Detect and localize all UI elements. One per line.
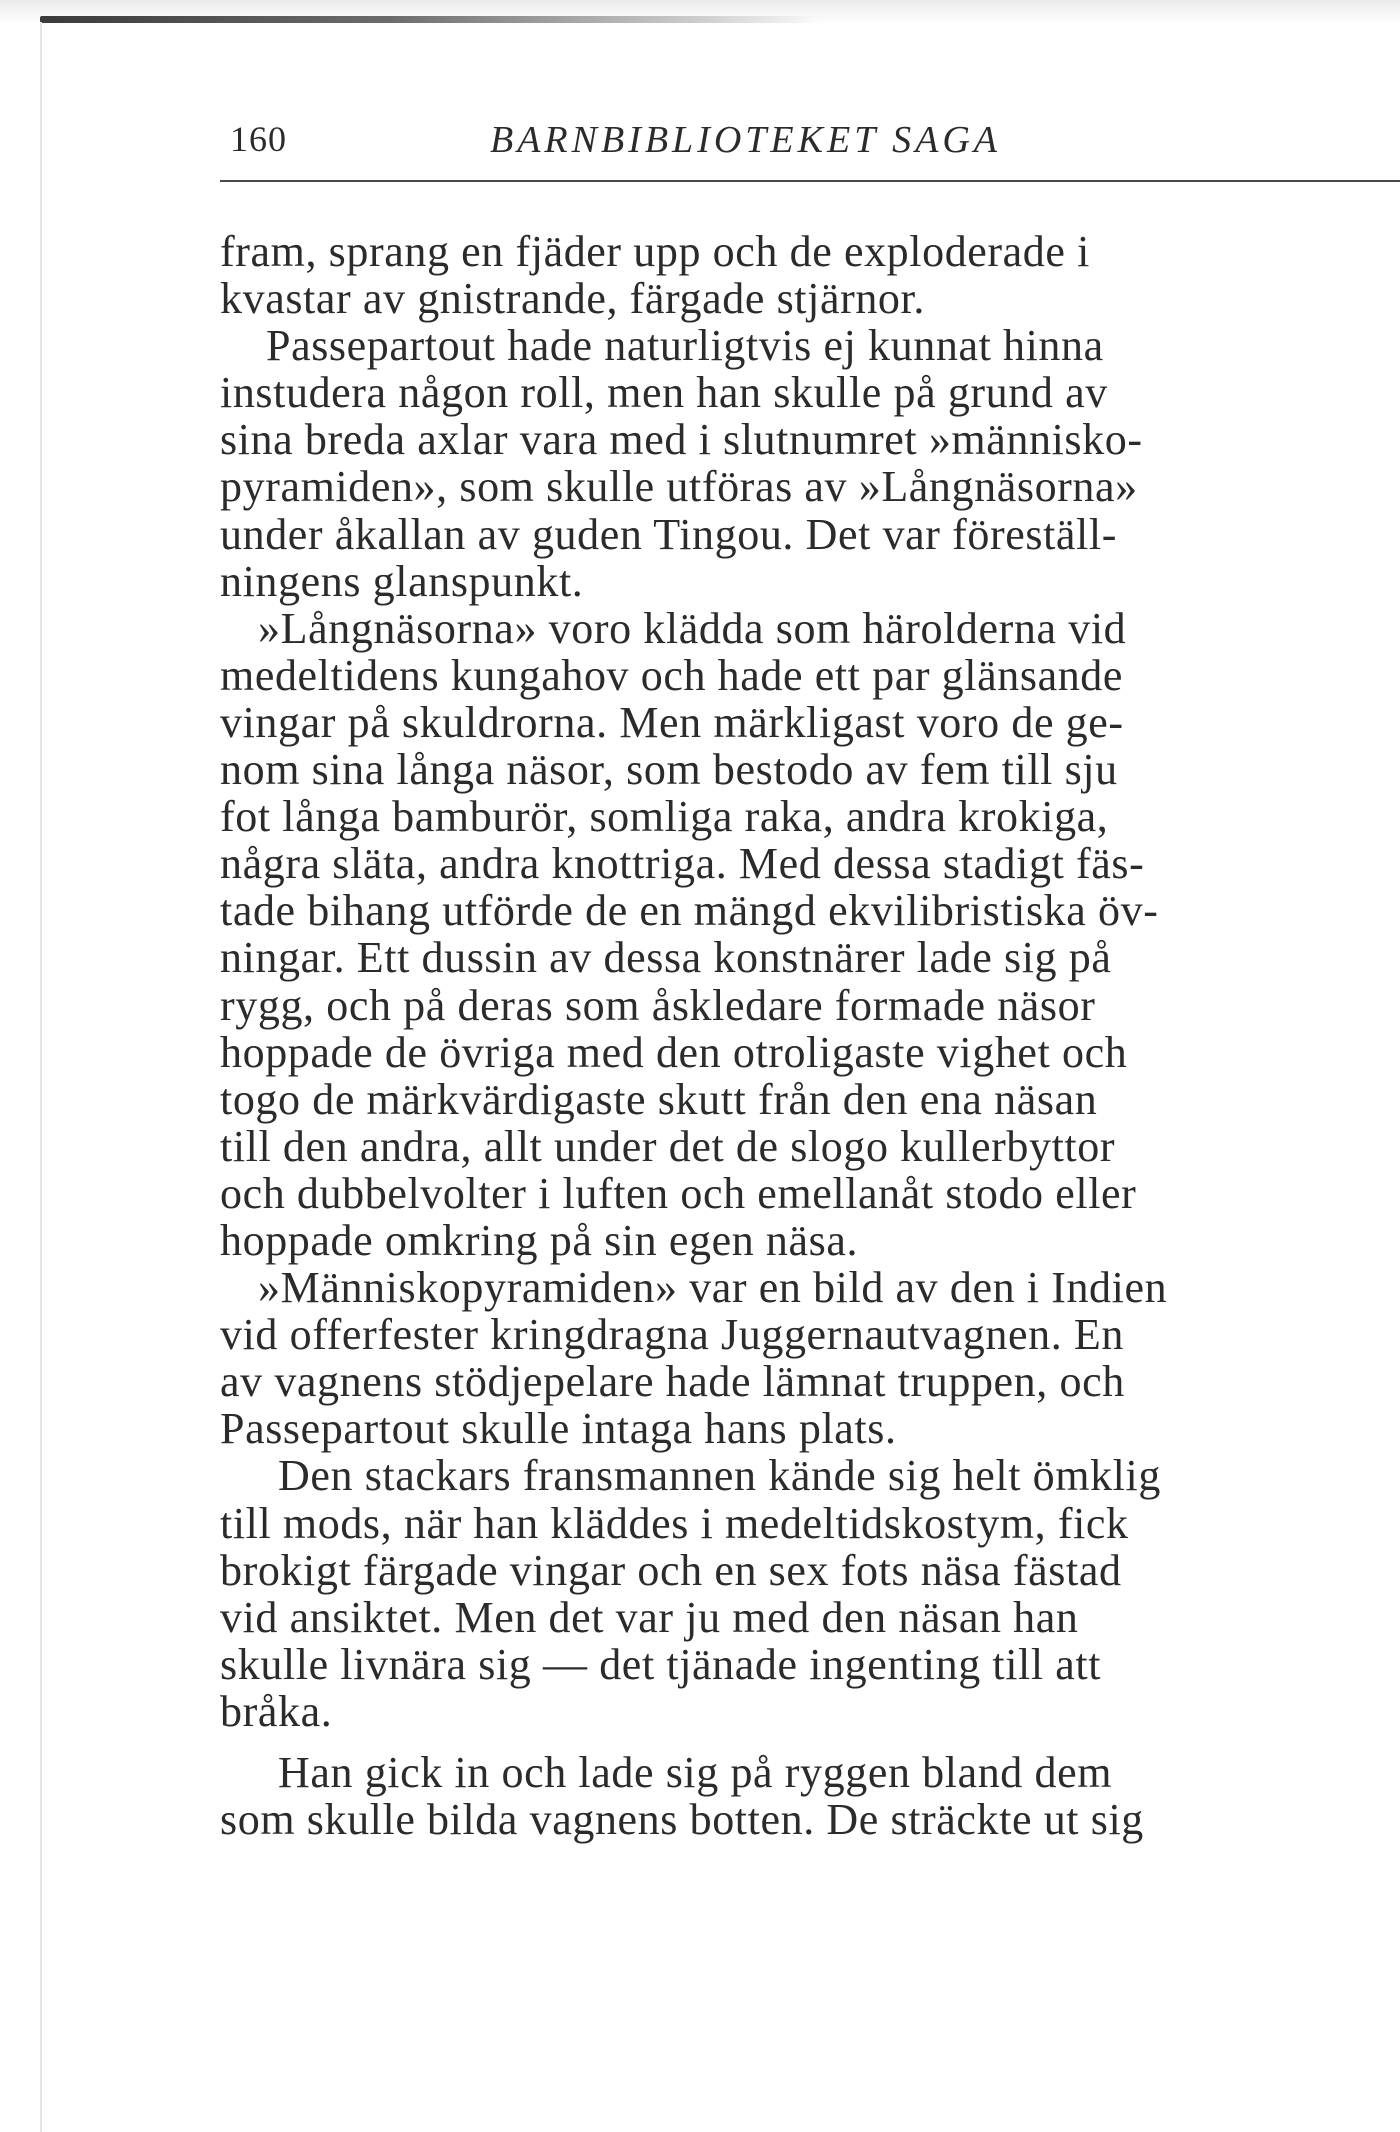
text-line: »Långnäsorna» voro klädda som härolderna vid [258, 603, 1127, 653]
text-line: ningens glanspunkt. [220, 556, 584, 606]
text-line: vid offerfester kringdragna Juggernautvagnen. En [220, 1310, 1125, 1360]
text-line: rygg, och på deras som åskledare formade näsor [220, 980, 1096, 1030]
text-line: kvastar av gnistrande, färgade stjärnor. [220, 274, 925, 324]
text-line: några släta, andra knottriga. Med dessa stadigt fäs- [220, 839, 1145, 889]
text-line: Passepartout hade naturligtvis ej kunnat hinna [266, 321, 1104, 371]
text-line: skulle livnära sig — det tjänade ingenting till att [220, 1639, 1102, 1689]
running-title: BARNBIBLIOTEKET SAGA [490, 119, 1002, 161]
text-line: under åkallan av guden Tingou. Det var föreställ- [220, 509, 1117, 559]
text-line: bråka. [220, 1686, 333, 1736]
text-line: nom sina långa näsor, som bestodo av fem till sju [220, 745, 1118, 795]
text-line: till den andra, allt under det de slogo kullerbyttor [220, 1121, 1116, 1171]
text-line: medeltidens kungahov och hade ett par glänsande [220, 650, 1124, 700]
text-line: fot långa bamburör, somliga raka, andra krokiga, [220, 792, 1109, 842]
text-line: pyramiden», som skulle utföras av »Långnäsorna» [220, 462, 1138, 512]
text-line: Den stackars fransmannen kände sig helt ömklig [278, 1451, 1161, 1501]
text-line: Passepartout skulle intaga hans plats. [220, 1404, 897, 1454]
page-header [220, 112, 1400, 172]
text-line: till mods, när han kläddes i medeltidskostym, fick [220, 1498, 1129, 1548]
text-line: hoppade de övriga med den otroligaste vighet och [220, 1027, 1128, 1077]
text-line: instudera någon roll, men han skulle på grund av [220, 368, 1108, 418]
text-line: ningar. Ett dussin av dessa konstnärer lade sig på [220, 933, 1112, 983]
page-number: 160 [230, 119, 287, 159]
header-rule [220, 180, 1400, 182]
text-line: sina breda axlar vara med i slutnumret »människo- [220, 415, 1143, 465]
text-line: fram, sprang en fjäder upp och de exploderade i [220, 227, 1090, 276]
text-line: »Människopyramiden» var en bild av den i Indien [258, 1263, 1168, 1313]
text-line: Han gick in och lade sig på ryggen bland dem [278, 1748, 1113, 1797]
text-line: vid ansiktet. Men det var ju med den näsan han [220, 1592, 1079, 1642]
text-line: tade bihang utförde de en mängd ekvilibristiska öv- [220, 886, 1159, 936]
text-line: vingar på skuldrorna. Men märkligast voro de ge- [220, 697, 1124, 747]
text-line: av vagnens stödjepelare hade lämnat truppen, och [220, 1357, 1125, 1407]
text-line: och dubbelvolter i luften och emellanåt stodo eller [220, 1168, 1137, 1218]
text-line: togo de märkvärdigaste skutt från den ena näsan [220, 1074, 1098, 1124]
text-line: som skulle bilda vagnens botten. De sträckte ut sig [220, 1795, 1144, 1845]
body-text [220, 228, 1400, 1843]
text-line: brokigt färgade vingar och en sex fots näsa fästad [220, 1545, 1122, 1595]
text-line: hoppade omkring på sin egen näsa. [220, 1215, 859, 1265]
